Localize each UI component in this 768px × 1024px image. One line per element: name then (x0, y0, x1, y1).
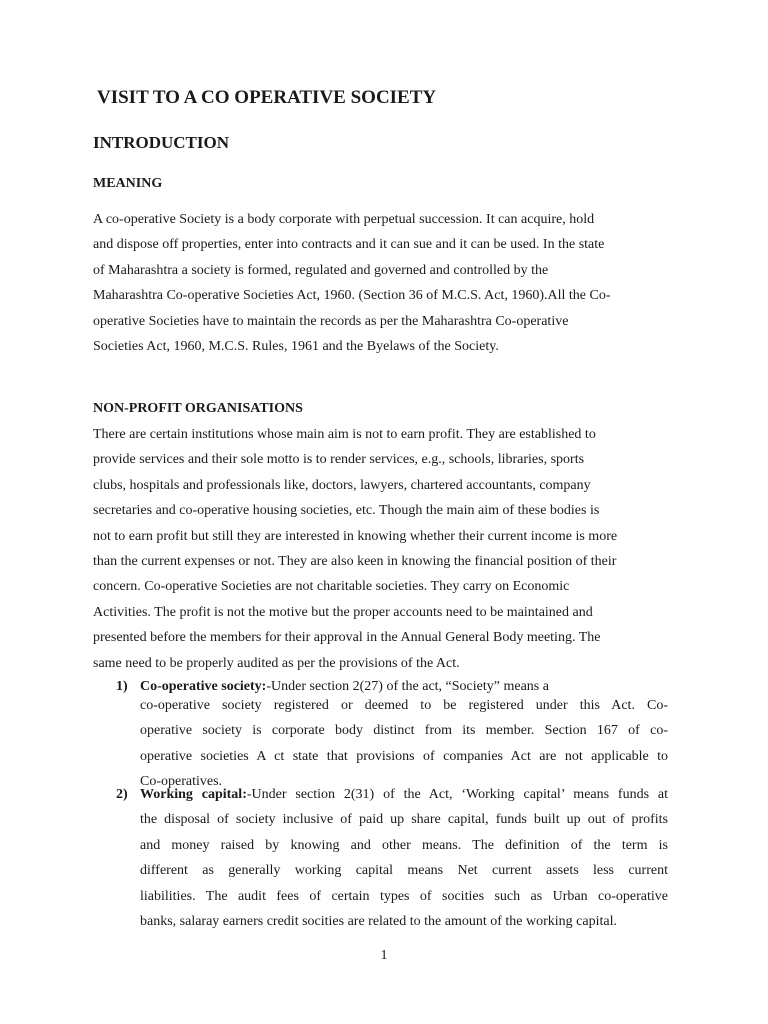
paragraph-line: than the current expenses or not. They are also keen in knowing the financial position of their (93, 553, 617, 569)
list-item-body (140, 782, 668, 934)
paragraph-line: banks, salaray earners credit socities are related to the amount of the working capital. (140, 913, 617, 929)
list-item-term: Co-operative society: (140, 679, 267, 694)
list-item-term: Working capital: (140, 787, 247, 802)
paragraph-line: and money raised by knowing and other means. The definition of the term is (140, 837, 668, 853)
paragraph-line: different as generally working capital means Net current assets less current (140, 863, 668, 879)
paragraph-line: liabilities. The audit fees of certain types of socities such as Urban co-operative (140, 888, 668, 904)
paragraph-line: of Maharashtra a society is formed, regulated and governed and controlled by the (93, 262, 549, 278)
meaning-paragraph (93, 207, 683, 359)
nonprofit-paragraph (93, 422, 683, 676)
list-item-first-line (140, 674, 668, 693)
paragraph-line: Co-operatives. (140, 774, 223, 790)
paragraph-line: presented before the members for their approval in the Annual General Body meeting. The (93, 630, 601, 646)
paragraph-line: There are certain institutions whose main aim is not to earn profit. They are established to (93, 427, 596, 442)
paragraph-line: clubs, hospitals and professionals like, doctors, lawyers, chartered accountants, company (93, 477, 591, 493)
paragraph-line: operative Societies have to maintain the records as per the Maharashtra Co-operative (93, 313, 569, 329)
document-title: VISIT TO A CO OPERATIVE SOCIETY (97, 87, 437, 108)
paragraph-line: Maharashtra Co-operative Societies Act, 1960. (Section 36 of M.C.S. Act, 1960).All the Co- (93, 288, 611, 304)
paragraph-line: same need to be properly audited as per the provisions of the Act. (93, 655, 460, 671)
introduction-heading: INTRODUCTION (93, 133, 230, 152)
paragraph-line: concern. Co-operative Societies are not charitable societies. They carry on Economic (93, 579, 570, 595)
nonprofit-heading: NON-PROFIT ORGANISATIONS (93, 401, 303, 416)
list-number: 2) (116, 787, 128, 802)
meaning-heading: MEANING (93, 176, 163, 191)
page-number: 1 (380, 948, 388, 963)
paragraph-line: A co-operative Society is a body corporate with perpetual succession. It can acquire, hold (93, 212, 595, 227)
paragraph-line: provide services and their sole motto is to render services, e.g., schools, libraries, sports (93, 452, 585, 468)
list-item-body (140, 674, 668, 795)
paragraph-line: co-operative society registered or deemed to be registered under this Act. Co- (140, 698, 668, 713)
list-item-first-line (140, 782, 668, 807)
paragraph-line: operative societies A ct state that provisions of companies Act are not applicable to (140, 748, 668, 764)
paragraph-line: and dispose off properties, enter into contracts and it can sue and it can be used. In the state (93, 237, 605, 253)
paragraph-line: Activities. The profit is not the motive but the proper accounts need to be maintained and (93, 604, 593, 620)
list-item-definition: -Under section 2(27) of the act, “Society” means a (266, 679, 549, 694)
paragraph-line: operative society is corporate body distinct from its member. Section 167 of co- (140, 723, 668, 739)
list-number: 1) (116, 679, 128, 694)
paragraph-line: not to earn profit but still they are interested in knowing whether their current income is more (93, 528, 618, 544)
paragraph-line: secretaries and co-operative housing societies, etc. Though the main aim of these bodies is (93, 503, 600, 519)
list-item-definition: -Under section 2(31) of the Act, ‘Working capital’ means funds at (246, 787, 668, 802)
paragraph-line: the disposal of society inclusive of paid up share capital, funds built up out of profits (140, 812, 668, 828)
paragraph-line: Societies Act, 1960, M.C.S. Rules, 1961 and the Byelaws of the Society. (93, 338, 499, 354)
